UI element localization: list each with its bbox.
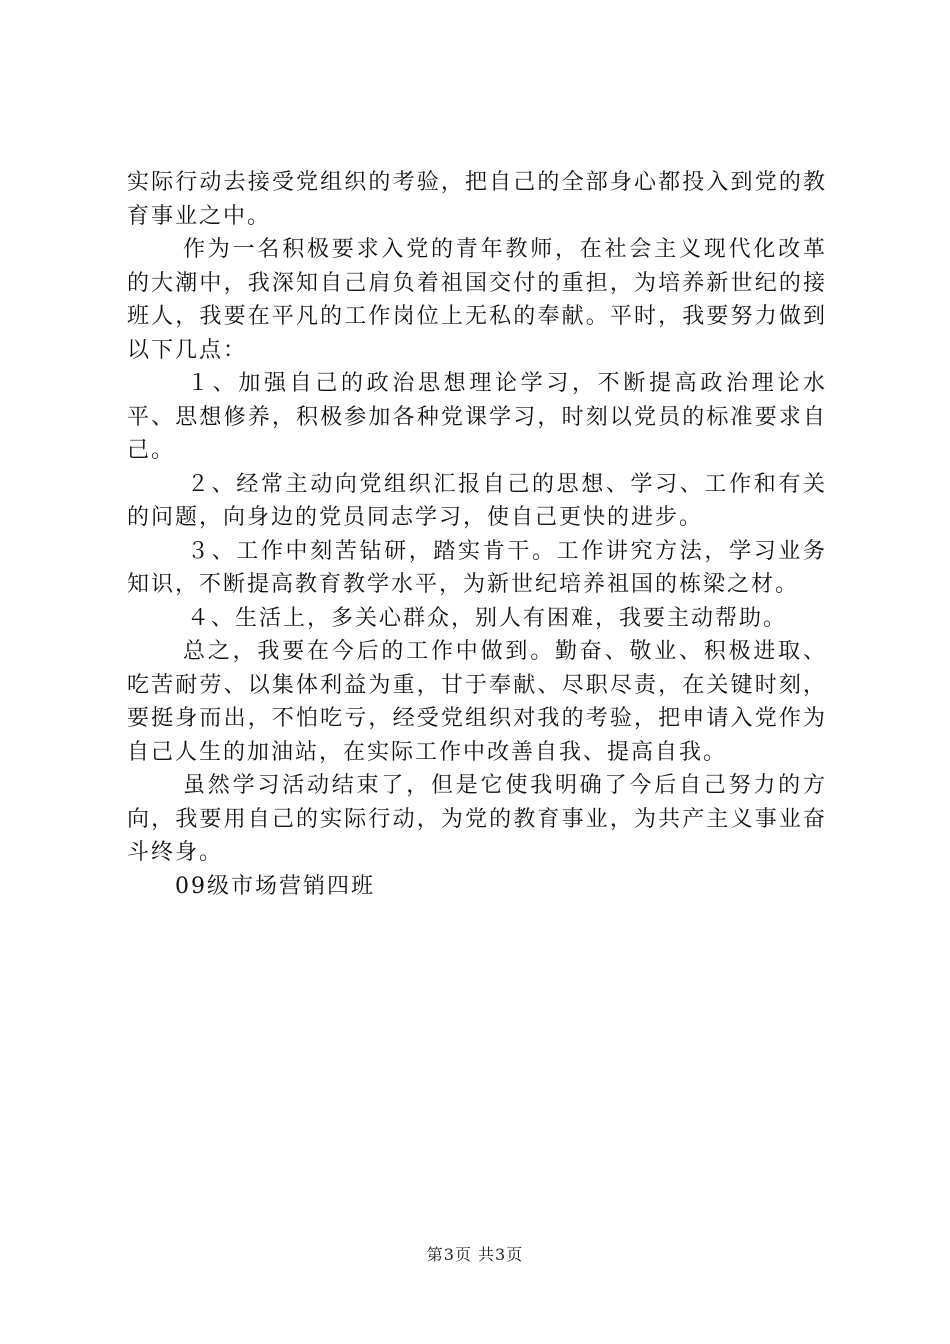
list-item-4: ４、生活上，多关心群众，别人有困难，我要主动帮助。 <box>187 605 788 631</box>
paragraph-summary: 总之，我要在今后的工作中做到。勤奋、敬业、积极进取、吃苦耐劳、以集体利益为重，甘于奉献、尽职尽责，在关键时刻，要挺身而出，不怕吃亏，经受党组织对我的考验，把申请入党作为自己人生的加油站，在实际工作中改善自我、提高自我。 <box>127 639 827 765</box>
list-item-2: ２、经常主动向党组织汇报自己的思想、学习、工作和有关的问题，向身边的党员同志学习，使自己更快的进步。 <box>127 471 827 530</box>
paragraph-intro: 作为一名积极要求入党的青年教师，在社会主义现代化改革的大潮中，我深知自己肩负着祖国交付的重担，为培养新世纪的接班人，我要在平凡的工作岗位上无私的奉献。平时，我要努力做到以下几点： <box>127 237 827 363</box>
document-body <box>127 166 827 903</box>
paragraph-closing: 虽然学习活动结束了，但是它使我明确了今后自己努力的方向，我要用自己的实际行动，为党的教育事业，为共产主义事业奋斗终身。 <box>127 773 827 865</box>
page-footer: 第3页 共3页 <box>426 1245 524 1264</box>
list-item-3: ３、工作中刻苦钻研，踏实肯干。工作讲究方法，学习业务知识，不断提高教育教学水平，为新世纪培养祖国的栋梁之材。 <box>127 538 827 597</box>
paragraph-continuation: 实际行动去接受党组织的考验，把自己的全部身心都投入到党的教育事业之中。 <box>127 170 827 229</box>
list-item-1: １、加强自己的政治思想理论学习，不断提高政治理论水平、思想修养，积极参加各种党课学习，时刻以党员的标准要求自己。 <box>127 371 827 463</box>
signature-line: 09级市场营销四班 <box>175 873 375 899</box>
